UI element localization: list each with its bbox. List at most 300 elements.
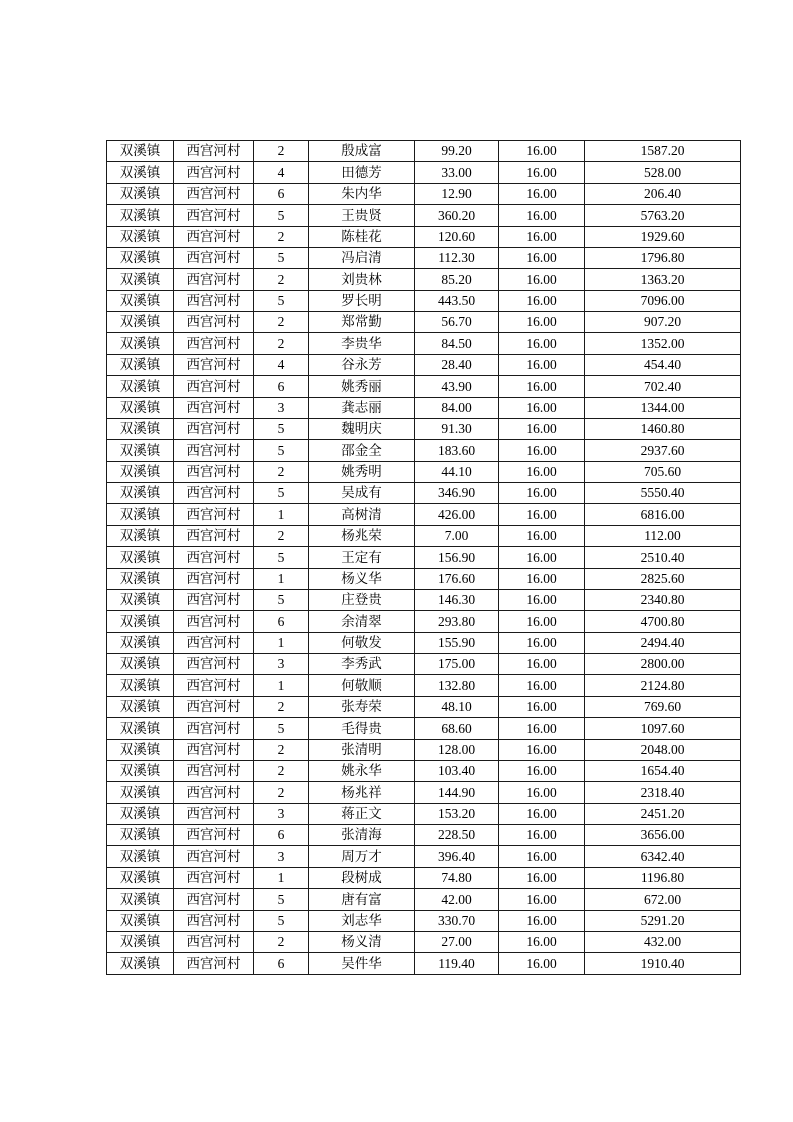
cell-amount: 2124.80	[585, 675, 741, 696]
cell-name: 李秀武	[309, 654, 415, 675]
cell-quantity: 91.30	[415, 418, 499, 439]
cell-village: 西宫河村	[174, 675, 254, 696]
table-row	[107, 846, 741, 867]
cell-quantity: 27.00	[415, 931, 499, 952]
cell-quantity: 183.60	[415, 440, 499, 461]
cell-group: 5	[254, 589, 309, 610]
cell-unit_price: 16.00	[499, 568, 585, 589]
cell-quantity: 132.80	[415, 675, 499, 696]
cell-amount: 454.40	[585, 354, 741, 375]
cell-name: 高树清	[309, 504, 415, 525]
cell-name: 张寿荣	[309, 696, 415, 717]
cell-amount: 1352.00	[585, 333, 741, 354]
cell-name: 郑常勤	[309, 312, 415, 333]
cell-town: 双溪镇	[107, 739, 174, 760]
cell-amount: 1654.40	[585, 760, 741, 781]
cell-unit_price: 16.00	[499, 675, 585, 696]
table-row	[107, 418, 741, 439]
cell-group: 4	[254, 354, 309, 375]
cell-village: 西宫河村	[174, 867, 254, 888]
payment-table	[106, 140, 741, 975]
cell-village: 西宫河村	[174, 247, 254, 268]
cell-village: 西宫河村	[174, 525, 254, 546]
cell-amount: 1929.60	[585, 226, 741, 247]
cell-name: 唐有富	[309, 889, 415, 910]
cell-town: 双溪镇	[107, 675, 174, 696]
table-row	[107, 654, 741, 675]
cell-unit_price: 16.00	[499, 226, 585, 247]
cell-village: 西宫河村	[174, 739, 254, 760]
cell-village: 西宫河村	[174, 718, 254, 739]
table-row	[107, 889, 741, 910]
cell-group: 2	[254, 760, 309, 781]
cell-quantity: 28.40	[415, 354, 499, 375]
cell-group: 2	[254, 269, 309, 290]
cell-unit_price: 16.00	[499, 269, 585, 290]
table-row	[107, 440, 741, 461]
cell-name: 蒋正文	[309, 803, 415, 824]
cell-unit_price: 16.00	[499, 803, 585, 824]
cell-quantity: 128.00	[415, 739, 499, 760]
table-row	[107, 910, 741, 931]
cell-amount: 2340.80	[585, 589, 741, 610]
table-row	[107, 760, 741, 781]
cell-unit_price: 16.00	[499, 183, 585, 204]
cell-village: 西宫河村	[174, 418, 254, 439]
cell-village: 西宫河村	[174, 440, 254, 461]
cell-village: 西宫河村	[174, 205, 254, 226]
cell-town: 双溪镇	[107, 611, 174, 632]
cell-unit_price: 16.00	[499, 247, 585, 268]
cell-village: 西宫河村	[174, 803, 254, 824]
cell-town: 双溪镇	[107, 247, 174, 268]
cell-name: 魏明庆	[309, 418, 415, 439]
cell-quantity: 330.70	[415, 910, 499, 931]
table-row	[107, 782, 741, 803]
cell-group: 5	[254, 290, 309, 311]
cell-village: 西宫河村	[174, 846, 254, 867]
cell-quantity: 119.40	[415, 953, 499, 975]
cell-name: 毛得贵	[309, 718, 415, 739]
cell-name: 杨义清	[309, 931, 415, 952]
cell-group: 2	[254, 739, 309, 760]
table-row	[107, 354, 741, 375]
cell-name: 庄登贵	[309, 589, 415, 610]
cell-quantity: 33.00	[415, 162, 499, 183]
cell-quantity: 12.90	[415, 183, 499, 204]
cell-village: 西宫河村	[174, 889, 254, 910]
cell-amount: 769.60	[585, 696, 741, 717]
cell-name: 何敬顺	[309, 675, 415, 696]
cell-town: 双溪镇	[107, 226, 174, 247]
table-row	[107, 953, 741, 975]
cell-quantity: 155.90	[415, 632, 499, 653]
cell-unit_price: 16.00	[499, 418, 585, 439]
cell-unit_price: 16.00	[499, 867, 585, 888]
cell-town: 双溪镇	[107, 803, 174, 824]
cell-group: 2	[254, 782, 309, 803]
cell-village: 西宫河村	[174, 269, 254, 290]
cell-village: 西宫河村	[174, 504, 254, 525]
cell-quantity: 84.00	[415, 397, 499, 418]
cell-name: 殷成富	[309, 141, 415, 162]
cell-amount: 2451.20	[585, 803, 741, 824]
table-row	[107, 739, 741, 760]
cell-group: 2	[254, 226, 309, 247]
cell-town: 双溪镇	[107, 397, 174, 418]
cell-unit_price: 16.00	[499, 290, 585, 311]
cell-town: 双溪镇	[107, 141, 174, 162]
cell-unit_price: 16.00	[499, 611, 585, 632]
cell-town: 双溪镇	[107, 654, 174, 675]
cell-town: 双溪镇	[107, 953, 174, 975]
cell-quantity: 7.00	[415, 525, 499, 546]
cell-group: 6	[254, 825, 309, 846]
table-row	[107, 483, 741, 504]
table-row	[107, 504, 741, 525]
cell-town: 双溪镇	[107, 846, 174, 867]
cell-town: 双溪镇	[107, 825, 174, 846]
table-row	[107, 205, 741, 226]
cell-group: 3	[254, 803, 309, 824]
cell-group: 2	[254, 141, 309, 162]
table-row	[107, 183, 741, 204]
cell-amount: 1196.80	[585, 867, 741, 888]
cell-quantity: 426.00	[415, 504, 499, 525]
cell-unit_price: 16.00	[499, 760, 585, 781]
cell-amount: 705.60	[585, 461, 741, 482]
cell-town: 双溪镇	[107, 376, 174, 397]
cell-group: 6	[254, 611, 309, 632]
cell-group: 3	[254, 846, 309, 867]
cell-amount: 528.00	[585, 162, 741, 183]
cell-name: 杨兆荣	[309, 525, 415, 546]
cell-name: 张清海	[309, 825, 415, 846]
table-row	[107, 931, 741, 952]
table-row	[107, 675, 741, 696]
cell-quantity: 346.90	[415, 483, 499, 504]
table-row	[107, 247, 741, 268]
cell-town: 双溪镇	[107, 504, 174, 525]
cell-group: 1	[254, 504, 309, 525]
cell-name: 龚志丽	[309, 397, 415, 418]
cell-town: 双溪镇	[107, 718, 174, 739]
cell-quantity: 44.10	[415, 461, 499, 482]
cell-group: 2	[254, 931, 309, 952]
cell-group: 5	[254, 910, 309, 931]
cell-unit_price: 16.00	[499, 205, 585, 226]
cell-unit_price: 16.00	[499, 547, 585, 568]
cell-village: 西宫河村	[174, 226, 254, 247]
cell-name: 余清翠	[309, 611, 415, 632]
cell-name: 杨兆祥	[309, 782, 415, 803]
cell-quantity: 144.90	[415, 782, 499, 803]
cell-amount: 1344.00	[585, 397, 741, 418]
cell-town: 双溪镇	[107, 760, 174, 781]
cell-village: 西宫河村	[174, 333, 254, 354]
table-row	[107, 141, 741, 162]
table-row	[107, 397, 741, 418]
cell-amount: 7096.00	[585, 290, 741, 311]
cell-amount: 1363.20	[585, 269, 741, 290]
cell-village: 西宫河村	[174, 696, 254, 717]
cell-unit_price: 16.00	[499, 333, 585, 354]
cell-group: 6	[254, 183, 309, 204]
cell-group: 5	[254, 718, 309, 739]
cell-amount: 6816.00	[585, 504, 741, 525]
cell-name: 田德芳	[309, 162, 415, 183]
cell-name: 陈桂花	[309, 226, 415, 247]
cell-village: 西宫河村	[174, 312, 254, 333]
cell-name: 张清明	[309, 739, 415, 760]
cell-group: 3	[254, 397, 309, 418]
cell-group: 2	[254, 461, 309, 482]
cell-village: 西宫河村	[174, 461, 254, 482]
cell-group: 6	[254, 953, 309, 975]
cell-village: 西宫河村	[174, 183, 254, 204]
cell-town: 双溪镇	[107, 889, 174, 910]
cell-unit_price: 16.00	[499, 718, 585, 739]
cell-unit_price: 16.00	[499, 397, 585, 418]
cell-name: 姚永华	[309, 760, 415, 781]
cell-village: 西宫河村	[174, 397, 254, 418]
cell-town: 双溪镇	[107, 910, 174, 931]
cell-quantity: 56.70	[415, 312, 499, 333]
cell-group: 6	[254, 376, 309, 397]
cell-unit_price: 16.00	[499, 696, 585, 717]
cell-name: 刘志华	[309, 910, 415, 931]
table-row	[107, 547, 741, 568]
cell-quantity: 443.50	[415, 290, 499, 311]
cell-town: 双溪镇	[107, 418, 174, 439]
cell-village: 西宫河村	[174, 611, 254, 632]
cell-town: 双溪镇	[107, 867, 174, 888]
cell-town: 双溪镇	[107, 205, 174, 226]
cell-quantity: 42.00	[415, 889, 499, 910]
cell-unit_price: 16.00	[499, 141, 585, 162]
cell-town: 双溪镇	[107, 183, 174, 204]
cell-amount: 5763.20	[585, 205, 741, 226]
cell-amount: 4700.80	[585, 611, 741, 632]
cell-unit_price: 16.00	[499, 525, 585, 546]
cell-amount: 1097.60	[585, 718, 741, 739]
cell-name: 姚秀丽	[309, 376, 415, 397]
cell-amount: 3656.00	[585, 825, 741, 846]
cell-group: 2	[254, 312, 309, 333]
cell-group: 4	[254, 162, 309, 183]
table-row	[107, 333, 741, 354]
cell-amount: 702.40	[585, 376, 741, 397]
cell-village: 西宫河村	[174, 141, 254, 162]
cell-quantity: 228.50	[415, 825, 499, 846]
cell-unit_price: 16.00	[499, 910, 585, 931]
table-row	[107, 803, 741, 824]
cell-name: 罗长明	[309, 290, 415, 311]
cell-town: 双溪镇	[107, 440, 174, 461]
cell-amount: 1460.80	[585, 418, 741, 439]
cell-quantity: 103.40	[415, 760, 499, 781]
cell-amount: 5291.20	[585, 910, 741, 931]
cell-quantity: 176.60	[415, 568, 499, 589]
cell-town: 双溪镇	[107, 461, 174, 482]
cell-amount: 2937.60	[585, 440, 741, 461]
cell-unit_price: 16.00	[499, 931, 585, 952]
cell-name: 朱内华	[309, 183, 415, 204]
cell-village: 西宫河村	[174, 953, 254, 975]
cell-town: 双溪镇	[107, 312, 174, 333]
cell-town: 双溪镇	[107, 632, 174, 653]
cell-town: 双溪镇	[107, 568, 174, 589]
cell-group: 2	[254, 696, 309, 717]
table-body	[107, 141, 741, 975]
cell-name: 邵金全	[309, 440, 415, 461]
cell-village: 西宫河村	[174, 632, 254, 653]
cell-group: 1	[254, 675, 309, 696]
cell-village: 西宫河村	[174, 376, 254, 397]
cell-name: 李贵华	[309, 333, 415, 354]
cell-village: 西宫河村	[174, 760, 254, 781]
cell-group: 2	[254, 525, 309, 546]
cell-amount: 1910.40	[585, 953, 741, 975]
table-row	[107, 867, 741, 888]
cell-quantity: 84.50	[415, 333, 499, 354]
cell-amount: 6342.40	[585, 846, 741, 867]
cell-quantity: 48.10	[415, 696, 499, 717]
cell-quantity: 360.20	[415, 205, 499, 226]
cell-amount: 112.00	[585, 525, 741, 546]
cell-group: 5	[254, 889, 309, 910]
cell-unit_price: 16.00	[499, 312, 585, 333]
table-row	[107, 162, 741, 183]
cell-quantity: 99.20	[415, 141, 499, 162]
cell-unit_price: 16.00	[499, 846, 585, 867]
cell-amount: 2048.00	[585, 739, 741, 760]
cell-unit_price: 16.00	[499, 504, 585, 525]
cell-village: 西宫河村	[174, 568, 254, 589]
table-row	[107, 290, 741, 311]
cell-unit_price: 16.00	[499, 654, 585, 675]
cell-group: 1	[254, 632, 309, 653]
cell-name: 段树成	[309, 867, 415, 888]
cell-amount: 2318.40	[585, 782, 741, 803]
cell-group: 5	[254, 547, 309, 568]
cell-village: 西宫河村	[174, 931, 254, 952]
cell-unit_price: 16.00	[499, 825, 585, 846]
cell-town: 双溪镇	[107, 290, 174, 311]
cell-quantity: 68.60	[415, 718, 499, 739]
cell-unit_price: 16.00	[499, 889, 585, 910]
cell-name: 冯启清	[309, 247, 415, 268]
cell-village: 西宫河村	[174, 354, 254, 375]
cell-village: 西宫河村	[174, 589, 254, 610]
table-row	[107, 718, 741, 739]
table-row	[107, 461, 741, 482]
cell-town: 双溪镇	[107, 354, 174, 375]
cell-quantity: 74.80	[415, 867, 499, 888]
cell-village: 西宫河村	[174, 483, 254, 504]
cell-amount: 5550.40	[585, 483, 741, 504]
cell-quantity: 156.90	[415, 547, 499, 568]
cell-town: 双溪镇	[107, 589, 174, 610]
table-row	[107, 611, 741, 632]
cell-name: 王定有	[309, 547, 415, 568]
table-row	[107, 589, 741, 610]
cell-group: 5	[254, 483, 309, 504]
cell-quantity: 43.90	[415, 376, 499, 397]
cell-town: 双溪镇	[107, 931, 174, 952]
cell-amount: 2825.60	[585, 568, 741, 589]
cell-town: 双溪镇	[107, 162, 174, 183]
cell-unit_price: 16.00	[499, 589, 585, 610]
cell-unit_price: 16.00	[499, 461, 585, 482]
cell-name: 姚秀明	[309, 461, 415, 482]
cell-group: 2	[254, 333, 309, 354]
cell-name: 刘贵林	[309, 269, 415, 290]
cell-unit_price: 16.00	[499, 162, 585, 183]
cell-amount: 2510.40	[585, 547, 741, 568]
table-row	[107, 632, 741, 653]
cell-town: 双溪镇	[107, 525, 174, 546]
cell-town: 双溪镇	[107, 547, 174, 568]
cell-group: 5	[254, 418, 309, 439]
cell-amount: 907.20	[585, 312, 741, 333]
cell-unit_price: 16.00	[499, 440, 585, 461]
cell-amount: 432.00	[585, 931, 741, 952]
table-row	[107, 568, 741, 589]
cell-amount: 1796.80	[585, 247, 741, 268]
table-row	[107, 825, 741, 846]
cell-amount: 1587.20	[585, 141, 741, 162]
cell-unit_price: 16.00	[499, 739, 585, 760]
cell-group: 5	[254, 440, 309, 461]
table-row	[107, 525, 741, 546]
cell-amount: 672.00	[585, 889, 741, 910]
cell-name: 何敬发	[309, 632, 415, 653]
cell-name: 杨义华	[309, 568, 415, 589]
cell-quantity: 146.30	[415, 589, 499, 610]
cell-village: 西宫河村	[174, 162, 254, 183]
cell-amount: 2494.40	[585, 632, 741, 653]
cell-quantity: 293.80	[415, 611, 499, 632]
table-row	[107, 376, 741, 397]
cell-quantity: 85.20	[415, 269, 499, 290]
cell-group: 1	[254, 568, 309, 589]
cell-name: 周万才	[309, 846, 415, 867]
cell-quantity: 153.20	[415, 803, 499, 824]
table-row	[107, 226, 741, 247]
cell-unit_price: 16.00	[499, 483, 585, 504]
cell-quantity: 120.60	[415, 226, 499, 247]
cell-unit_price: 16.00	[499, 782, 585, 803]
table-row	[107, 696, 741, 717]
cell-village: 西宫河村	[174, 910, 254, 931]
cell-quantity: 396.40	[415, 846, 499, 867]
cell-name: 谷永芳	[309, 354, 415, 375]
cell-group: 5	[254, 205, 309, 226]
table-row	[107, 312, 741, 333]
cell-village: 西宫河村	[174, 290, 254, 311]
cell-town: 双溪镇	[107, 696, 174, 717]
cell-group: 3	[254, 654, 309, 675]
cell-unit_price: 16.00	[499, 354, 585, 375]
cell-quantity: 112.30	[415, 247, 499, 268]
cell-amount: 2800.00	[585, 654, 741, 675]
cell-village: 西宫河村	[174, 547, 254, 568]
cell-town: 双溪镇	[107, 782, 174, 803]
cell-name: 王贵贤	[309, 205, 415, 226]
cell-name: 吴成有	[309, 483, 415, 504]
cell-group: 1	[254, 867, 309, 888]
